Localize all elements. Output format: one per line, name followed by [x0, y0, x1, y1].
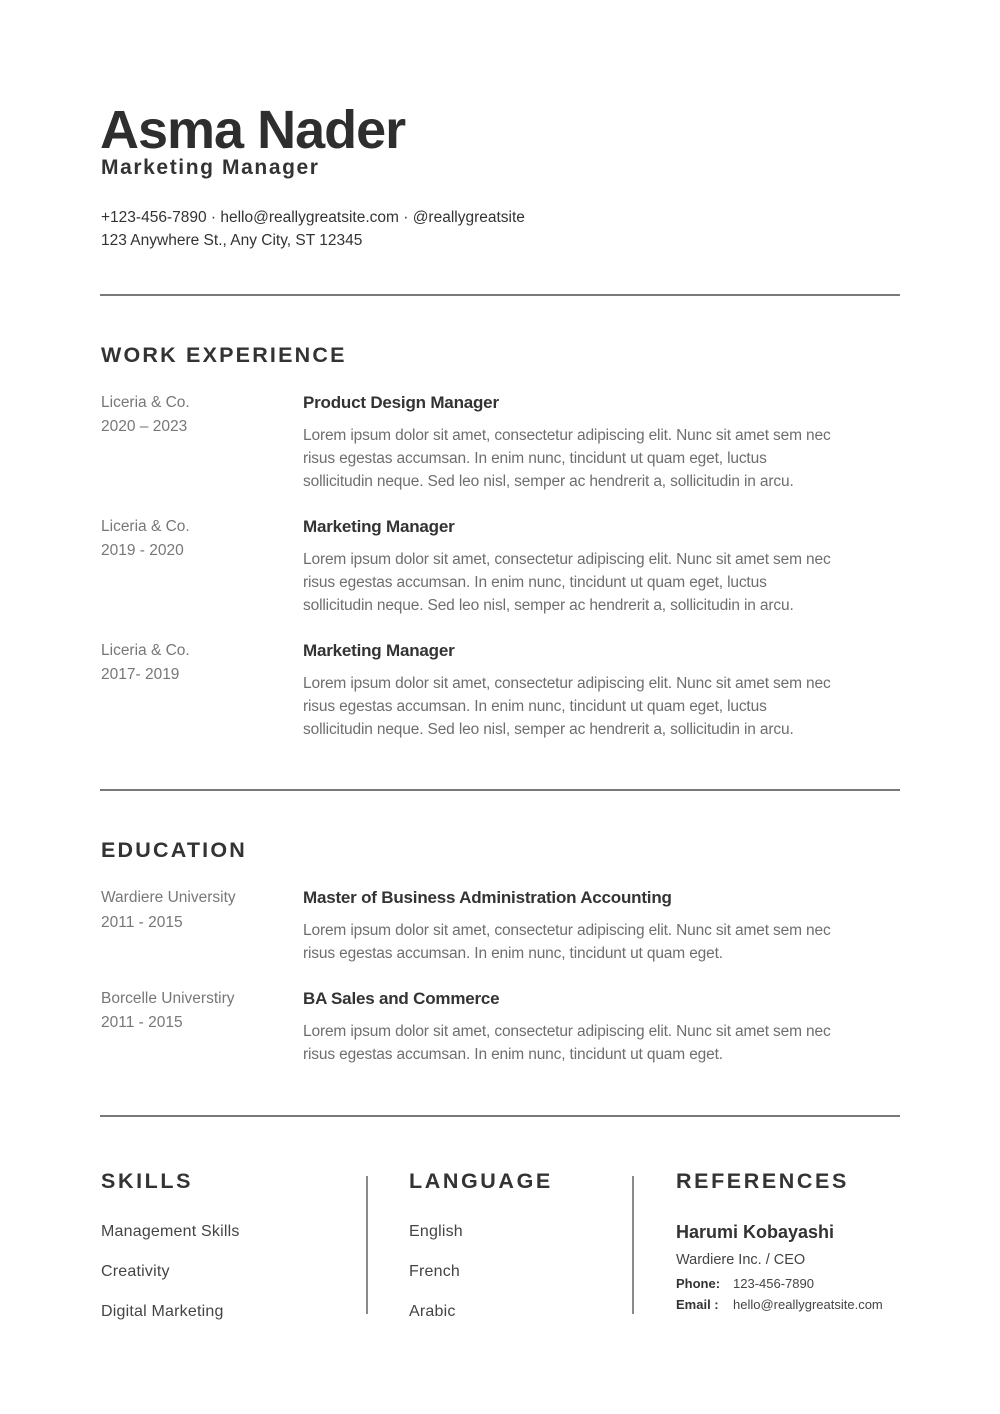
phone-label: Phone: [676, 1276, 721, 1291]
description-line: Lorem ipsum dolor sit amet, consectetur adipiscing elit. Nunc sit amet sem nec [303, 675, 831, 692]
reference-email [676, 1296, 883, 1314]
work-entry-meta [101, 391, 190, 438]
education-entry-meta [101, 886, 236, 934]
company: Liceria & Co. [101, 518, 190, 535]
skill-item: Management Skills [101, 1223, 240, 1240]
email-value: hello@reallygreatsite.com [733, 1297, 883, 1312]
degree-title: Master of Business Administration Accounting [303, 888, 672, 907]
dates: 2011 - 2015 [101, 1014, 183, 1031]
dates: 2017- 2019 [101, 666, 180, 683]
work-entry-meta [101, 639, 190, 686]
work-entry-meta [101, 515, 190, 562]
section-title-work-experience: WORK EXPERIENCE [101, 343, 347, 367]
skill-item: Creativity [101, 1263, 170, 1280]
education-entry-detail [303, 987, 903, 1066]
candidate-name: Asma Nader [100, 100, 406, 160]
section-title-skills: SKILLS [101, 1169, 194, 1193]
description-line: risus egestas accumsan. In enim nunc, tincidunt ut quam eget. [303, 1046, 723, 1063]
section-title-education: EDUCATION [101, 838, 248, 862]
dates: 2011 - 2015 [101, 914, 183, 931]
column-divider [366, 1176, 368, 1314]
description-line: risus egestas accumsan. In enim nunc, tincidunt ut quam eget, luctus [303, 698, 767, 715]
role-description [303, 424, 903, 493]
school: Wardiere University [101, 889, 236, 906]
contact-line-phone-email-handle: +123-456-7890 · hello@reallygreatsite.com · @reallygreatsite [101, 209, 525, 226]
skill-item: Digital Marketing [101, 1303, 224, 1320]
education-entry-meta [101, 987, 235, 1034]
degree-description [303, 919, 903, 965]
reference-name: Harumi Kobayashi [676, 1222, 835, 1242]
role-description [303, 548, 903, 617]
company: Liceria & Co. [101, 394, 190, 411]
phone-value: 123-456-7890 [733, 1276, 814, 1291]
description-line: sollicitudin neque. Sed leo nisl, semper ac hendrerit a, sollicitudin in arcu. [303, 473, 794, 490]
candidate-title: Marketing Manager [101, 156, 320, 179]
degree-title: BA Sales and Commerce [303, 989, 500, 1008]
contact-line-address: 123 Anywhere St., Any City, ST 12345 [101, 232, 363, 249]
divider [100, 1115, 900, 1117]
language-item: French [409, 1263, 460, 1280]
description-line: risus egestas accumsan. In enim nunc, tincidunt ut quam eget. [303, 945, 723, 962]
role-title: Product Design Manager [303, 393, 499, 412]
work-entry-detail [303, 515, 903, 617]
school: Borcelle Universtiry [101, 990, 235, 1007]
dates: 2019 - 2020 [101, 542, 184, 559]
education-entry-detail [303, 886, 903, 965]
description-line: sollicitudin neque. Sed leo nisl, semper ac hendrerit a, sollicitudin in arcu. [303, 597, 794, 614]
role-description [303, 672, 903, 741]
description-line: risus egestas accumsan. In enim nunc, tincidunt ut quam eget, luctus [303, 450, 767, 467]
description-line: Lorem ipsum dolor sit amet, consectetur adipiscing elit. Nunc sit amet sem nec [303, 922, 831, 939]
language-item: Arabic [409, 1303, 456, 1320]
description-line: risus egestas accumsan. In enim nunc, tincidunt ut quam eget, luctus [303, 574, 767, 591]
description-line: sollicitudin neque. Sed leo nisl, semper ac hendrerit a, sollicitudin in arcu. [303, 721, 794, 738]
column-divider [632, 1176, 634, 1314]
reference-phone [676, 1275, 814, 1293]
role-title: Marketing Manager [303, 517, 455, 536]
description-line: Lorem ipsum dolor sit amet, consectetur adipiscing elit. Nunc sit amet sem nec [303, 427, 831, 444]
section-title-references: REFERENCES [676, 1169, 849, 1193]
description-line: Lorem ipsum dolor sit amet, consectetur adipiscing elit. Nunc sit amet sem nec [303, 1023, 831, 1040]
reference-company: Wardiere Inc. / CEO [676, 1252, 806, 1268]
role-title: Marketing Manager [303, 641, 455, 660]
divider [100, 789, 900, 791]
degree-description [303, 1020, 903, 1066]
divider [100, 294, 900, 296]
dates: 2020 – 2023 [101, 418, 188, 435]
section-title-language: LANGUAGE [409, 1169, 553, 1193]
company: Liceria & Co. [101, 642, 190, 659]
language-item: English [409, 1223, 463, 1240]
contact-block [101, 206, 525, 252]
work-entry-detail [303, 639, 903, 741]
email-label: Email : [676, 1297, 719, 1312]
description-line: Lorem ipsum dolor sit amet, consectetur adipiscing elit. Nunc sit amet sem nec [303, 551, 831, 568]
work-entry-detail [303, 391, 903, 493]
